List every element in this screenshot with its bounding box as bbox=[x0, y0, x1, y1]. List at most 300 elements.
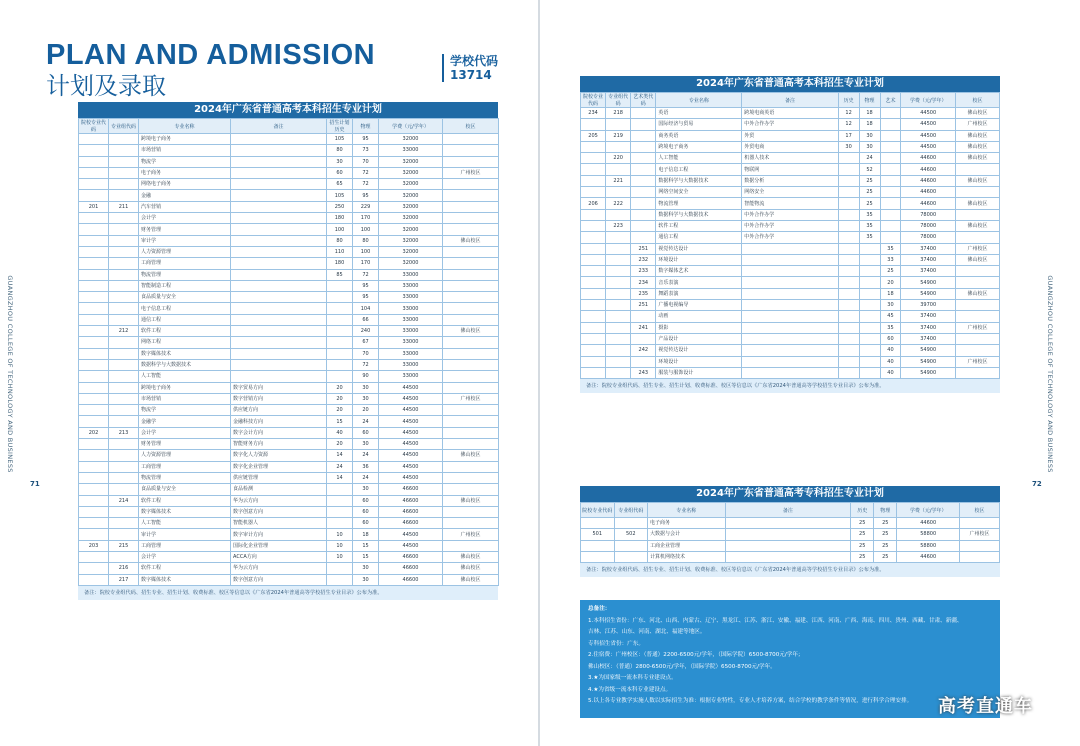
table-cell: 502 bbox=[614, 529, 648, 540]
table-cell bbox=[443, 134, 499, 145]
table-cell: 环境设计 bbox=[656, 254, 742, 265]
table-cell: 44600 bbox=[901, 175, 955, 186]
table-cell: 跨境电子商务 bbox=[139, 134, 231, 145]
table-cell: 佛山校区 bbox=[955, 198, 999, 209]
table-cell bbox=[79, 213, 109, 224]
table-cell: 25 bbox=[874, 540, 897, 551]
table-cell bbox=[109, 382, 139, 393]
vocational-plan-table bbox=[580, 486, 1000, 577]
table-cell: 206 bbox=[581, 198, 606, 209]
table-cell: 广州校区 bbox=[955, 243, 999, 254]
table-cell bbox=[955, 277, 999, 288]
table-cell: 审计学 bbox=[139, 529, 231, 540]
table-cell: 物流管理 bbox=[139, 269, 231, 280]
table-cell bbox=[443, 427, 499, 438]
table-cell bbox=[109, 393, 139, 404]
table-cell: 33000 bbox=[379, 359, 443, 370]
table-cell bbox=[631, 164, 656, 175]
table-cell: 摄影 bbox=[656, 322, 742, 333]
right-side-text: GUANGZHOU COLLEGE OF TECHNOLOGY AND BUSINESS bbox=[1046, 275, 1054, 473]
table-cell bbox=[960, 518, 1000, 529]
table-cell bbox=[606, 277, 631, 288]
table-cell bbox=[231, 201, 327, 212]
column-header: 院校专业代码 bbox=[581, 503, 615, 518]
table-cell: 10 bbox=[327, 529, 353, 540]
table-cell bbox=[443, 518, 499, 529]
table-cell: 跨境电子商务 bbox=[139, 382, 231, 393]
table-cell: 25 bbox=[851, 529, 874, 540]
table-cell: 智能物流 bbox=[742, 198, 838, 209]
column-header: 物理 bbox=[874, 503, 897, 518]
table-cell bbox=[79, 269, 109, 280]
table-cell: 物流管理 bbox=[656, 198, 742, 209]
column-header: 艺术 bbox=[880, 93, 901, 108]
table-cell: 25 bbox=[859, 187, 880, 198]
table-cell: 65 bbox=[327, 179, 353, 190]
table-cell bbox=[955, 311, 999, 322]
table-cell bbox=[443, 145, 499, 156]
table-cell bbox=[838, 243, 859, 254]
table-cell bbox=[631, 175, 656, 186]
table-row bbox=[79, 506, 499, 517]
column-header: 专业名称 bbox=[656, 93, 742, 108]
left-side-text: GUANGZHOU COLLEGE OF TECHNOLOGY AND BUSINESS bbox=[6, 275, 14, 473]
table-cell bbox=[443, 269, 499, 280]
table-cell: 234 bbox=[631, 277, 656, 288]
watermark: 高考直通车 bbox=[938, 696, 1033, 717]
table-row bbox=[581, 540, 1000, 551]
table-cell: 33000 bbox=[379, 280, 443, 291]
table-cell bbox=[631, 198, 656, 209]
table-row bbox=[79, 551, 499, 562]
table-cell: 72 bbox=[353, 167, 379, 178]
table-cell: 46600 bbox=[379, 484, 443, 495]
table-cell bbox=[742, 356, 838, 367]
table-cell: 30 bbox=[327, 156, 353, 167]
table-cell: 58800 bbox=[897, 529, 960, 540]
table-cell: 95 bbox=[353, 280, 379, 291]
table-cell: 25 bbox=[874, 551, 897, 562]
table-cell bbox=[443, 382, 499, 393]
table-row bbox=[79, 439, 499, 450]
table-cell: 25 bbox=[874, 518, 897, 529]
table-cell: 15 bbox=[353, 551, 379, 562]
table-cell bbox=[631, 130, 656, 141]
table-cell: 市场营销 bbox=[139, 145, 231, 156]
table-cell bbox=[880, 175, 901, 186]
table-cell bbox=[859, 254, 880, 265]
column-header: 专业名称 bbox=[648, 503, 726, 518]
table-cell bbox=[606, 266, 631, 277]
table-cell bbox=[742, 243, 838, 254]
table-cell bbox=[838, 209, 859, 220]
table-cell: 30 bbox=[353, 382, 379, 393]
table-cell: 30 bbox=[859, 141, 880, 152]
table-cell bbox=[606, 209, 631, 220]
table-cell bbox=[109, 518, 139, 529]
table-cell bbox=[880, 209, 901, 220]
school-code bbox=[442, 54, 498, 82]
table-cell bbox=[581, 333, 606, 344]
table-cell bbox=[960, 551, 1000, 562]
school-code-value: 13714 bbox=[450, 68, 492, 82]
table-cell bbox=[838, 175, 859, 186]
table-cell bbox=[79, 439, 109, 450]
column-header: 学费（元/学年） bbox=[379, 119, 443, 134]
table-cell: 汽车营销 bbox=[139, 201, 231, 212]
table-cell: 会计学 bbox=[139, 213, 231, 224]
notes-line: 专科招生省份：广东。 bbox=[588, 640, 644, 647]
table-cell: 46600 bbox=[379, 506, 443, 517]
table-cell: 佛山校区 bbox=[443, 551, 499, 562]
table-cell: 78000 bbox=[901, 220, 955, 231]
table-cell bbox=[581, 356, 606, 367]
table-cell: 食品质量与安全 bbox=[139, 484, 231, 495]
table-cell bbox=[443, 371, 499, 382]
table-cell: 80 bbox=[327, 235, 353, 246]
table-cell bbox=[79, 156, 109, 167]
table-cell: 44600 bbox=[901, 153, 955, 164]
table-cell: 36 bbox=[353, 461, 379, 472]
table-cell: 170 bbox=[353, 258, 379, 269]
table-cell bbox=[838, 300, 859, 311]
table-cell bbox=[109, 461, 139, 472]
table-cell bbox=[327, 326, 353, 337]
table-cell bbox=[880, 108, 901, 119]
table-cell bbox=[880, 232, 901, 243]
table-cell bbox=[109, 213, 139, 224]
table-cell bbox=[859, 300, 880, 311]
table-cell: 44500 bbox=[379, 382, 443, 393]
table-cell: 供应链管理 bbox=[231, 472, 327, 483]
column-header: 物理 bbox=[353, 119, 379, 134]
table-cell: 外贸电商 bbox=[742, 141, 838, 152]
table-cell bbox=[606, 187, 631, 198]
table-cell: 100 bbox=[353, 246, 379, 257]
table-cell: 佛山校区 bbox=[443, 563, 499, 574]
table-cell bbox=[631, 141, 656, 152]
table-cell: 数字创意方向 bbox=[231, 574, 327, 585]
table-cell: 市场营销 bbox=[139, 393, 231, 404]
column-header: 备注 bbox=[742, 93, 838, 108]
column-header: 历史 bbox=[838, 93, 859, 108]
table-cell: 25 bbox=[859, 198, 880, 209]
table-cell bbox=[327, 574, 353, 585]
table-cell bbox=[327, 314, 353, 325]
table-cell: 44500 bbox=[901, 119, 955, 130]
table-cell: 44500 bbox=[379, 472, 443, 483]
table-cell: 39700 bbox=[901, 300, 955, 311]
table-cell: 30 bbox=[353, 484, 379, 495]
table-cell bbox=[880, 130, 901, 141]
table-row bbox=[581, 333, 1000, 344]
table-cell bbox=[79, 518, 109, 529]
table-cell bbox=[838, 277, 859, 288]
table-row bbox=[79, 540, 499, 551]
table-cell: 30 bbox=[838, 141, 859, 152]
table-cell bbox=[109, 506, 139, 517]
table-cell bbox=[443, 416, 499, 427]
table-cell: 佛山校区 bbox=[443, 574, 499, 585]
table-cell: 105 bbox=[327, 134, 353, 145]
table-row bbox=[581, 322, 1000, 333]
table-cell: 58800 bbox=[897, 540, 960, 551]
table-cell bbox=[79, 529, 109, 540]
table-cell: 25 bbox=[874, 529, 897, 540]
table-row bbox=[79, 416, 499, 427]
table-title: 2024年广东省普通高考专科招生专业计划 bbox=[580, 486, 1000, 502]
table-cell: 广州校区 bbox=[960, 529, 1000, 540]
table-cell: 37400 bbox=[901, 254, 955, 265]
table-cell: 音乐表演 bbox=[656, 277, 742, 288]
table-cell: 数字媒体技术 bbox=[139, 348, 231, 359]
table-row bbox=[581, 367, 1000, 378]
table-cell: 60 bbox=[353, 495, 379, 506]
table-cell: 食品检测 bbox=[231, 484, 327, 495]
table-cell: 14 bbox=[327, 450, 353, 461]
table-cell bbox=[606, 322, 631, 333]
table-cell bbox=[443, 201, 499, 212]
table-cell bbox=[79, 450, 109, 461]
column-header: 院校专业代码 bbox=[79, 119, 109, 134]
table-cell: 人工智能 bbox=[656, 153, 742, 164]
table-row bbox=[79, 348, 499, 359]
table-cell: 95 bbox=[353, 292, 379, 303]
table-cell bbox=[231, 179, 327, 190]
table-cell: 广州校区 bbox=[955, 322, 999, 333]
table-cell bbox=[79, 145, 109, 156]
table-cell bbox=[742, 322, 838, 333]
table-cell bbox=[838, 198, 859, 209]
table-cell bbox=[725, 518, 851, 529]
table-cell: 广州校区 bbox=[443, 529, 499, 540]
table-cell: 17 bbox=[838, 130, 859, 141]
table-cell: 佛山校区 bbox=[955, 108, 999, 119]
table-cell: 24 bbox=[353, 450, 379, 461]
table-cell: 工商管理 bbox=[139, 540, 231, 551]
table-cell bbox=[109, 224, 139, 235]
table-cell bbox=[614, 518, 648, 529]
table-cell bbox=[79, 472, 109, 483]
table-cell: 205 bbox=[581, 130, 606, 141]
table-cell bbox=[231, 326, 327, 337]
table-cell: 25 bbox=[880, 266, 901, 277]
table-cell bbox=[109, 190, 139, 201]
table-cell: 214 bbox=[109, 495, 139, 506]
table-cell: 32000 bbox=[379, 190, 443, 201]
table-cell bbox=[79, 506, 109, 517]
table-cell bbox=[859, 266, 880, 277]
table-cell bbox=[838, 232, 859, 243]
undergrad-plan-table bbox=[78, 102, 498, 600]
table-cell: 40 bbox=[880, 356, 901, 367]
table-cell: 37400 bbox=[901, 243, 955, 254]
table-cell: 华为云方向 bbox=[231, 563, 327, 574]
table-row bbox=[581, 119, 1000, 130]
table-cell: 24 bbox=[353, 416, 379, 427]
table-cell: 70 bbox=[353, 156, 379, 167]
table-cell: 数字会计方向 bbox=[231, 427, 327, 438]
table-row bbox=[79, 145, 499, 156]
table-cell bbox=[631, 311, 656, 322]
table-cell bbox=[614, 540, 648, 551]
table-row bbox=[79, 280, 499, 291]
table-cell bbox=[581, 119, 606, 130]
table-cell: 35 bbox=[859, 220, 880, 231]
table-cell: 华为云方向 bbox=[231, 495, 327, 506]
table-cell: 广州校区 bbox=[443, 393, 499, 404]
table-footnote: 备注：院校专业组代码、招生专业、招生计划、收费标准、校区等信息以《广东省2024年普通高等学校招生专业目录》公布为准。 bbox=[580, 563, 1000, 577]
table-cell bbox=[231, 190, 327, 201]
table-cell bbox=[838, 345, 859, 356]
table-cell: 110 bbox=[327, 246, 353, 257]
table-cell: 数字营销方向 bbox=[231, 393, 327, 404]
table-cell: 44500 bbox=[379, 540, 443, 551]
table-cell: 30 bbox=[353, 574, 379, 585]
table-cell bbox=[838, 266, 859, 277]
table-cell bbox=[79, 337, 109, 348]
table-cell bbox=[79, 326, 109, 337]
table-cell bbox=[443, 472, 499, 483]
table-cell: 54900 bbox=[901, 367, 955, 378]
table-cell bbox=[581, 153, 606, 164]
table-cell bbox=[838, 220, 859, 231]
table-row bbox=[581, 164, 1000, 175]
notes-line: 1.本科招生省份：广东、河北、山西、内蒙古、辽宁、黑龙江、江苏、浙江、安徽、福建、江西、河南、广西、海南、四川、贵州、西藏、甘肃、新疆、 bbox=[588, 617, 963, 624]
table-cell bbox=[581, 254, 606, 265]
table-cell bbox=[109, 405, 139, 416]
table-cell bbox=[109, 314, 139, 325]
table-cell: 供应链方向 bbox=[231, 405, 327, 416]
table-cell bbox=[443, 292, 499, 303]
table-cell bbox=[581, 232, 606, 243]
table-row bbox=[581, 551, 1000, 562]
table-cell bbox=[838, 153, 859, 164]
table-cell bbox=[231, 371, 327, 382]
table-cell: 242 bbox=[631, 345, 656, 356]
table-title: 2024年广东省普通高考本科招生专业计划 bbox=[78, 102, 498, 118]
table-cell bbox=[327, 563, 353, 574]
table-cell bbox=[443, 359, 499, 370]
table-cell: 234 bbox=[581, 108, 606, 119]
table-cell: 跨境电子商务 bbox=[656, 141, 742, 152]
table-footnote: 备注：院校专业组代码、招生专业、招生计划、收费标准、校区等信息以《广东省2024年普通高等学校招生专业目录》公布为准。 bbox=[78, 586, 498, 600]
table-cell: 35 bbox=[859, 209, 880, 220]
table-row bbox=[79, 303, 499, 314]
table-cell: 20 bbox=[327, 405, 353, 416]
table-cell: 物联网 bbox=[742, 164, 838, 175]
table-row bbox=[581, 220, 1000, 231]
table-cell: 15 bbox=[353, 540, 379, 551]
table-cell: 数字化人力资源 bbox=[231, 450, 327, 461]
table-row bbox=[79, 213, 499, 224]
table-cell: 70 bbox=[353, 348, 379, 359]
table-cell bbox=[79, 292, 109, 303]
table-cell: 40 bbox=[327, 427, 353, 438]
table-cell bbox=[859, 311, 880, 322]
table-cell bbox=[109, 246, 139, 257]
table-cell: 网络安全 bbox=[742, 187, 838, 198]
table-cell bbox=[955, 232, 999, 243]
table-cell: 财务管理 bbox=[139, 439, 231, 450]
notes-line: 吉林、江苏、山东、河南、湖北、福建等地区。 bbox=[588, 629, 706, 635]
table-cell: 24 bbox=[327, 461, 353, 472]
table-cell bbox=[581, 141, 606, 152]
table-cell: 20 bbox=[880, 277, 901, 288]
table-cell bbox=[581, 209, 606, 220]
table-cell: 审计学 bbox=[139, 235, 231, 246]
table-cell: 37400 bbox=[901, 311, 955, 322]
table-cell bbox=[109, 359, 139, 370]
table-cell: 40 bbox=[880, 367, 901, 378]
column-header: 校区 bbox=[960, 503, 1000, 518]
table-cell bbox=[327, 495, 353, 506]
section-header bbox=[46, 40, 375, 100]
section-title-en: PLAN AND ADMISSION bbox=[46, 39, 376, 71]
table-cell bbox=[327, 280, 353, 291]
column-header: 招生计划 历史 bbox=[327, 119, 353, 134]
table-cell bbox=[859, 322, 880, 333]
table-cell: 72 bbox=[353, 269, 379, 280]
table-cell: 46600 bbox=[379, 551, 443, 562]
table-cell bbox=[880, 187, 901, 198]
table-cell bbox=[79, 461, 109, 472]
table-row bbox=[581, 254, 1000, 265]
table-cell: 235 bbox=[631, 288, 656, 299]
table-cell bbox=[79, 314, 109, 325]
column-header: 专业名称 bbox=[139, 119, 231, 134]
table-row bbox=[79, 337, 499, 348]
table-cell: 60 bbox=[353, 427, 379, 438]
table-cell bbox=[725, 551, 851, 562]
table-cell bbox=[79, 405, 109, 416]
table-row bbox=[79, 134, 499, 145]
table-cell: 85 bbox=[327, 269, 353, 280]
notes-line: 5.以上各专业教学实施人数以实际招生为准：根据专业特性，专业人才培养方案，结合学校的教学条件等情况，进行科学合理安排。 bbox=[588, 698, 913, 704]
table-cell: 33000 bbox=[379, 292, 443, 303]
table-cell: 44500 bbox=[901, 141, 955, 152]
table-cell: 网络空间安全 bbox=[656, 187, 742, 198]
table-cell: 跨境电商英语 bbox=[742, 108, 838, 119]
table-cell: 60 bbox=[327, 167, 353, 178]
table-cell: 通信工程 bbox=[656, 232, 742, 243]
table-cell bbox=[327, 359, 353, 370]
table-cell bbox=[725, 529, 851, 540]
table-title: 2024年广东省普通高考本科招生专业计划 bbox=[580, 76, 1000, 92]
table-cell: 佛山校区 bbox=[955, 175, 999, 186]
table-cell: 80 bbox=[327, 145, 353, 156]
table-row bbox=[79, 167, 499, 178]
table-cell bbox=[79, 563, 109, 574]
general-notes bbox=[580, 600, 1000, 718]
table-cell: 46600 bbox=[379, 563, 443, 574]
table-cell: 100 bbox=[353, 224, 379, 235]
table-row bbox=[79, 179, 499, 190]
table-cell: 电子商务 bbox=[648, 518, 726, 529]
table-row bbox=[79, 246, 499, 257]
table-cell: 数字贸易方向 bbox=[231, 382, 327, 393]
table-cell bbox=[443, 213, 499, 224]
table-cell bbox=[109, 484, 139, 495]
table-cell: 170 bbox=[353, 213, 379, 224]
table-cell bbox=[443, 461, 499, 472]
table-cell: 44500 bbox=[379, 416, 443, 427]
table-cell bbox=[231, 224, 327, 235]
table-cell bbox=[955, 367, 999, 378]
table-cell bbox=[443, 314, 499, 325]
table-cell bbox=[109, 292, 139, 303]
table-cell bbox=[838, 254, 859, 265]
